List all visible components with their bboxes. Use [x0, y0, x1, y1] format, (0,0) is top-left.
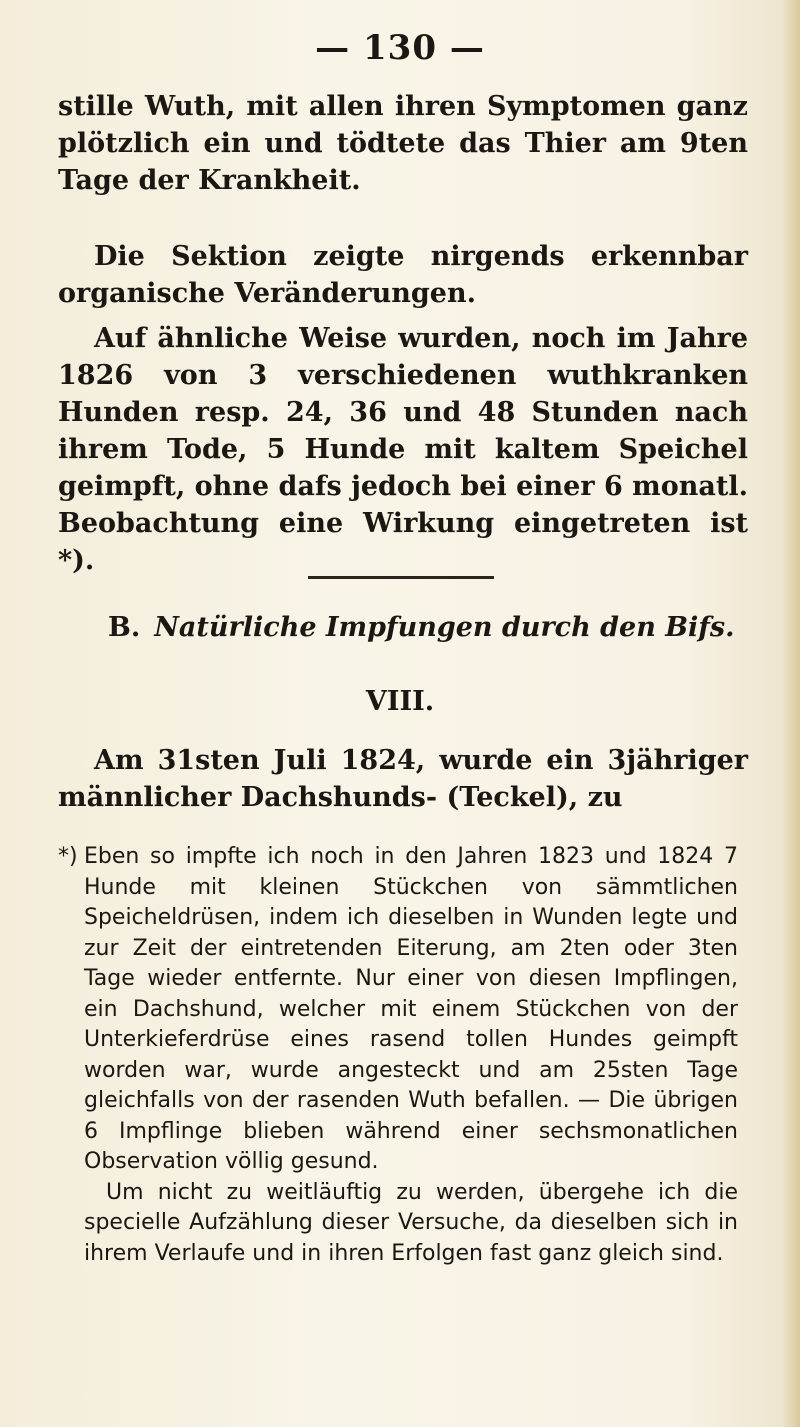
page-number: — 130 —	[315, 28, 485, 68]
section-letter: B.	[108, 612, 141, 643]
footnote	[58, 842, 738, 1269]
footnote-text: Eben so impfte ich noch in den Jahren 1823 und 1824 7 Hunde mit kleinen Stückchen von sämmtlichen Speicheldrüsen, indem ich dieselben in Wunden legte und zur Zeit der eintretenden Eiterung, am 2ten oder 3ten Tage wieder entfernte. Nur einer von diesen Impflingen, ein Dachshund, welcher mit einem Stückchen von der Unterkieferdrüse eines rasend tollen Hundes geimpft worden war, wurde angesteckt und am 25sten Tage gleichfalls von der rasenden Wuth befallen. — Die übrigen 6 Impflinge blieben während einer sechsmonatlichen Observation völlig gesund.	[84, 844, 738, 1174]
footnote-marker: *)	[58, 844, 78, 869]
section-heading	[108, 612, 748, 643]
paragraph-experiment	[58, 320, 748, 579]
paragraph-section-finding	[58, 238, 748, 312]
paragraph-text: Auf ähnliche Weise wurden, noch im Jahre 1826 von 3 verschiedenen wuthkranken Hunden resp. 24, 36 und 48 Stunden nach ihrem Tode, 5 Hunde mit kaltem Speichel geimpft, ohne dafs jedoch bei einer 6 monatl. Beobachtung eine Wirkung eingetreten ist *).	[58, 323, 748, 576]
paragraph-case-viii	[58, 742, 748, 816]
footnote-paragraph	[58, 842, 738, 1178]
footnote-continuation: Um nicht zu weitläuftig zu werden, übergehe ich die specielle Aufzählung dieser Versuche, da dieselben sich in ihrem Verlaufe und in ihren Erfolgen fast ganz gleich sind.	[84, 1179, 738, 1266]
paragraph-text: Die Sektion zeigte nirgends erkennbar organische Veränderungen.	[58, 241, 748, 309]
section-divider	[308, 576, 494, 579]
paragraph-continuation	[58, 88, 748, 199]
section-title: Natürliche Impfungen durch den Bifs.	[154, 612, 735, 643]
paragraph-text: stille Wuth, mit allen ihren Symptomen ganz plötzlich ein und tödtete das Thier am 9ten Tage der Krankheit.	[58, 91, 748, 196]
paragraph-text: Am 31sten Juli 1824, wurde ein 3jähriger männlicher Dachshunds- (Teckel), zu	[58, 745, 748, 813]
case-numeral: VIII.	[365, 686, 435, 717]
